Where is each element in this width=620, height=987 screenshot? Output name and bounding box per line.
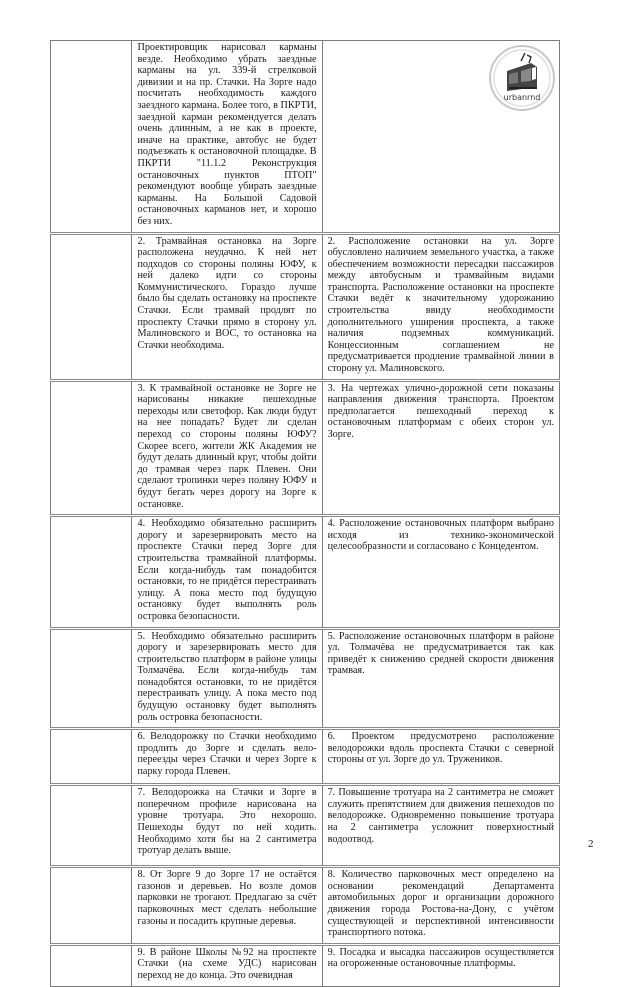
response-cell: 7. Повышение тротуара на 2 сантиметра не сможет служить препятствием для движения пешеходов по велодорожке. Одновременно повышение тротуара на 2 сантиметра усложнит поверхностный водоотвод. — [322, 785, 559, 867]
comment-cell: Проектировщик нарисовал карманы везде. Необходимо убрать заездные карманы на ул. 339-й стрелковой дивизии и на пр. Стачки. На Зорге надо посчитать необходимость каждого заездного кармана. Более того, в ПКРТИ, заездной карман рекомендуется делать очень длинным, а не как в проекте, иначе на практике, автобус не будет подъезжать к остановочной площадке. В ПКРТИ "11.1.2 Реконструкция остановочных пунктов ПТОП" рекомендуют вообще убирать заездные карманы. На Большой Садовой остановочных карманов нет, и хорошо без них. — [132, 41, 322, 234]
empty-cell — [51, 380, 132, 516]
comment-cell: 4. Необходимо обязательно расширить дорогу и зарезервировать место на проспекте Стачки перед Зорге для строительства трамвайной платформы. Если когда-нибудь там понадобится остановки, то не придётся перестраивать улицу. А пока место под будущую остановку будет выполнять роль островка безопасности. — [132, 516, 322, 628]
empty-cell — [51, 867, 132, 945]
table-row — [51, 516, 560, 628]
empty-cell — [51, 785, 132, 867]
empty-cell — [51, 233, 132, 380]
empty-cell — [51, 41, 132, 234]
empty-cell — [51, 628, 132, 729]
empty-cell — [51, 516, 132, 628]
comment-cell: 8. От Зорге 9 до Зорге 17 не остаётся газонов и деревьев. Но возле домов парковки не трогают. Предлагаю за счёт парковочных мест сделать небольшие газоны и посадить крупные деревья. — [132, 867, 322, 945]
response-cell: 2. Расположение остановки на ул. Зорге обусловлено наличием земельного участка, а также обеспечением возможности пересадки пассажиров между автобусным и трамвайным видами транспорта. Расположение остановки на проспекте Стачки ведёт к значительному удорожанию строительства ввиду необходимости дополнительного уширения проспекта, а также наличия подземных коммуникаций. Концессионным соглашением не предусматривается продление трамвайной линии в сторону ул. Малиновского. — [322, 233, 559, 380]
response-cell: 3. На чертежах улично-дорожной сети показаны направления движения транспорта. Проектом предполагается пешеходный переход к остановочным платформам с обеих сторон ул. Зорге. — [322, 380, 559, 516]
table-row — [51, 785, 560, 867]
comment-cell: 6. Велодорожку по Стачки необходимо продлить до Зорге и сделать вело-переезды через Стачки и через Зорге к парку города Плевен. — [132, 729, 322, 785]
comment-cell: 7. Велодорожка на Стачки и Зорге в поперечном профиле нарисована на уровне тротуара. Это нехорошо. Пешеходы будут по ней ходить. Необходимо хотя бы на 2 сантиметра тротуар делать выше. — [132, 785, 322, 867]
empty-cell — [51, 944, 132, 986]
response-cell: 4. Расположение остановочных платформ выбрано исходя из технико-экономической целесообразности и согласовано с Концедентом. — [322, 516, 559, 628]
table-row — [51, 628, 560, 729]
response-cell: 6. Проектом предусмотрено расположение велодорожки вдоль проспекта Стачки с северной стороны от ул. Зорге до ул. Тружеников. — [322, 729, 559, 785]
response-cell: 8. Количество парковочных мест определено на основании рекомендаций Департамента автомобильных дорог и организации дорожного движения города Ростова-на-Дону, с учётом существующей и перспективной интенсивности транспортного потока. — [322, 867, 559, 945]
table-row — [51, 729, 560, 785]
table-row — [51, 233, 560, 380]
response-cell — [322, 41, 559, 234]
comment-cell: 5. Необходимо обязательно расширить дорогу и зарезервировать место для строительство платформ в районе улицы Толмачёва. Если когда-нибудь там понадобятся остановки, то не придётся перестраивать улицу. А пока место под будущую остановку будет выполнять роль островка безопасности. — [132, 628, 322, 729]
comments-table — [50, 40, 560, 987]
tram-icon — [491, 47, 553, 109]
logo-label: urbanrnd — [503, 93, 541, 102]
table-row — [51, 380, 560, 516]
urbanrnd-logo — [489, 45, 555, 111]
page-number: 2 — [588, 838, 594, 850]
empty-cell — [51, 729, 132, 785]
table-row — [51, 944, 560, 986]
comment-cell: 3. К трамвайной остановке не Зорге не нарисованы никакие пешеходные переходы или светофор. Как люди будут на нее попадать? Будет ли сделан переход со стороны поляны ЮФУ? Скорее всего, жители ЖК Академия не будут делать длинный круг, чтобы дойти до трамвая через парк Плевен. Они сделают тропинки через поляну ЮФУ и будут бегать через дорогу на Зорге к остановке. — [132, 380, 322, 516]
comment-cell: 9. В районе Школы №92 на проспекте Стачки (на схеме УДС) нарисован переход не до конца. Это очевидная — [132, 944, 322, 986]
response-cell: 5. Расположение остановочных платформ в районе ул. Толмачёва не предусматривается так как приведёт к снижению средней скорости движения трамвая. — [322, 628, 559, 729]
comment-cell: 2. Трамвайная остановка на Зорге расположена неудачно. К ней нет подходов со стороны поляны ЮФУ, к ней далеко идти со стороны Коммунистического. Гораздо лучше было бы сделать остановку на проспекте Стачки. Если трамвай продлят по проспекту Стачки прямо в сторону ул. Малиновского и ВОС, то остановка на Стачки необходима. — [132, 233, 322, 380]
response-cell: 9. Посадка и высадка пассажиров осуществляется на огороженные остановочные платформы. — [322, 944, 559, 986]
table-row — [51, 41, 560, 234]
table-row — [51, 867, 560, 945]
